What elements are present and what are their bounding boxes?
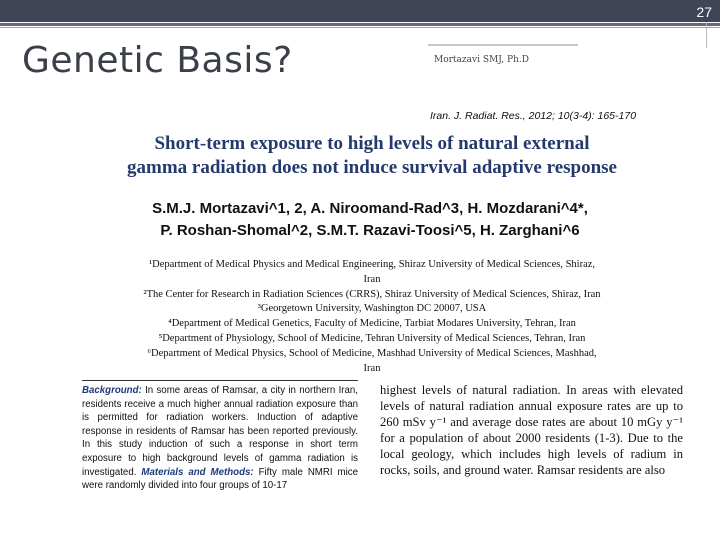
author-rule bbox=[428, 44, 578, 46]
top-bar-divider bbox=[0, 23, 720, 26]
corner-bracket bbox=[706, 22, 720, 48]
affiliation-line: ⁶Department of Medical Physics, School of Medicine, Mashhad University of Medical Sciences, Mashhad, bbox=[147, 347, 597, 359]
background-text: In some areas of Ramsar, a city in northern Iran, residents receive a much higher annual radiation exposure than is permitted for radiation workers. Induction of adaptive response in residents of Ramsar has been reported previously. In this study induction of such a response in short term exposure to high background levels of gamma radiation is investigated. bbox=[82, 385, 358, 478]
author-note: Mortazavi SMJ, Ph.D bbox=[434, 55, 529, 65]
affiliation-line: ⁴Department of Medical Genetics, Faculty of Medicine, Tarbiat Modares University, Tehran, Iran bbox=[168, 318, 576, 330]
slide-title: Genetic Basis? bbox=[22, 40, 293, 81]
affiliation-line: Iran bbox=[363, 273, 381, 285]
intro-text: highest levels of natural radiation. In areas with elevated levels of natural radiation annual exposure rates are up to 260 mSv y⁻¹ and average dose rates are about 10 mGy y⁻¹ for a population of about 2000 residents (1-3). Due to the local geology, which includes high levels of radium in rocks, soils, and ground water. Ramsar residents are also bbox=[380, 383, 683, 477]
slide-number: 27 bbox=[696, 4, 712, 20]
methods-text: Fifty male NMRI mice were randomly divided into four groups of 10-17 bbox=[82, 466, 358, 492]
background-label: Background: bbox=[82, 385, 142, 396]
top-bar bbox=[0, 0, 720, 22]
journal-citation: Iran. J. Radiat. Res., 2012; 10(3-4): 165-170 bbox=[430, 110, 637, 122]
author-line: P. Roshan-Shomal^2, S.M.T. Razavi-Toosi^5, H. Zarghani^6 bbox=[160, 222, 580, 239]
paper-authors bbox=[140, 198, 600, 242]
affiliation-line: ²The Center for Research in Radiation Sciences (CRRS), Shiraz University of Medical Sciences, Shiraz, Iran bbox=[143, 288, 601, 300]
abstract-text bbox=[82, 384, 358, 493]
paper-title-line: gamma radiation does not induce survival adaptive response bbox=[127, 157, 617, 178]
top-bar-divider-thin bbox=[0, 27, 720, 28]
affiliations bbox=[82, 258, 662, 376]
affiliation-line: Iran bbox=[363, 362, 381, 374]
author-line: S.M.J. Mortazavi^1, 2, A. Niroomand-Rad^3, H. Mozdarani^4*, bbox=[152, 200, 588, 217]
methods-label: Materials and Methods: bbox=[141, 466, 254, 478]
affiliation-line: ⁵Department of Physiology, School of Medicine, Tehran University of Medical Sciences, Tehran, Iran bbox=[158, 332, 586, 344]
affiliation-line: ³Georgetown University, Washington DC 20007, USA bbox=[257, 303, 487, 315]
abstract-rule bbox=[82, 380, 358, 381]
image-crop-edge bbox=[80, 498, 690, 540]
paper-title bbox=[112, 132, 632, 180]
paper-title-line: Short-term exposure to high levels of natural external bbox=[154, 133, 590, 154]
affiliation-line: ¹Department of Medical Physics and Medical Engineering, Shiraz University of Medical Sciences, Shiraz, bbox=[148, 259, 596, 270]
